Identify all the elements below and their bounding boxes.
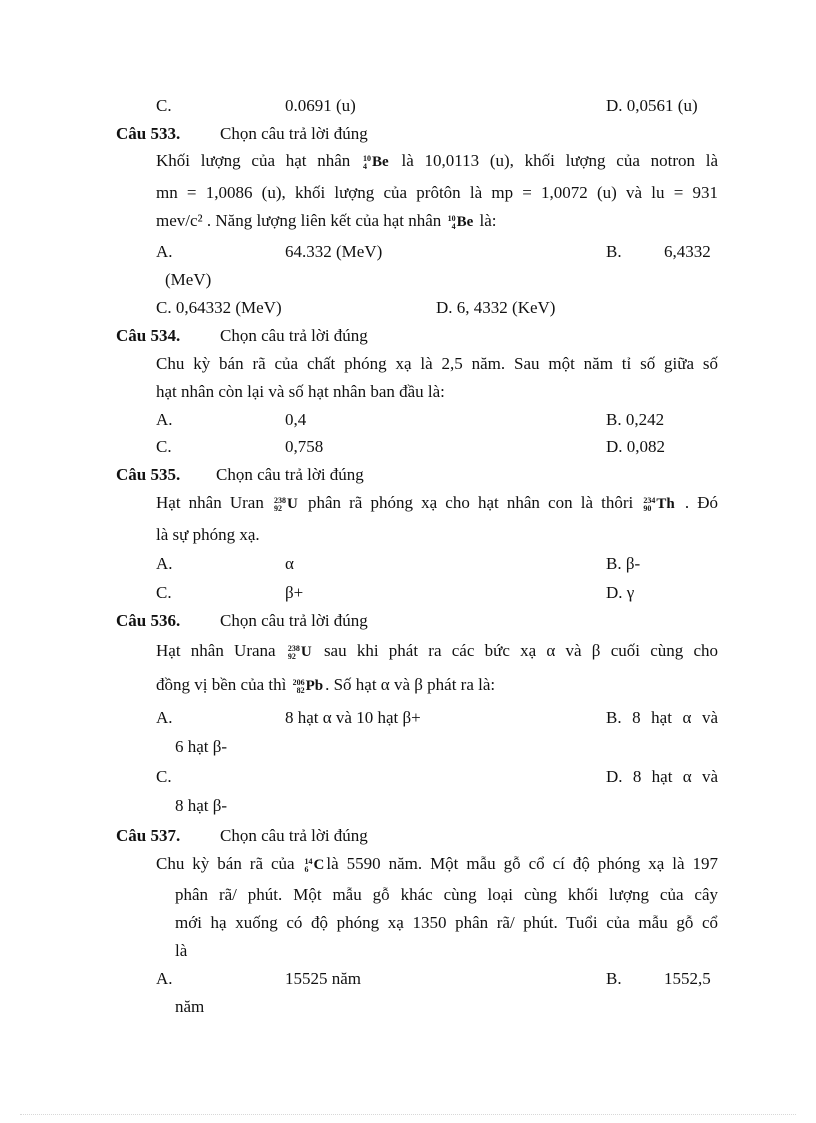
option-c-label: C. — [156, 96, 172, 115]
option-c-label: C. — [156, 767, 172, 786]
option-b-label: B. — [606, 969, 622, 988]
nuclide-c: 14 6 C — [304, 857, 325, 874]
option-d-continuation: 8 hạt β- — [175, 796, 228, 815]
option-c-label: C. — [156, 437, 172, 456]
option-a-label: A. — [156, 410, 173, 429]
option-d: D. 8 hạt α và — [606, 767, 718, 786]
option-b-value: 1552,5 — [664, 969, 711, 988]
option-a-value: 15525 năm — [285, 969, 362, 988]
option-c-value: 0,758 — [285, 437, 324, 456]
option-b-continuation: (MeV) — [165, 270, 212, 289]
question-text-line: Khối lượng của hạt nhân 10 4 Be là 10,0113 (u), khối lượng của notron là — [156, 151, 719, 171]
question-instruction: Chọn câu trả lời đúng — [220, 124, 368, 143]
question-number-537: Câu 537. — [116, 826, 181, 845]
option-a-label: A. — [156, 242, 173, 261]
option-c: C. 0,64332 (MeV) — [156, 298, 282, 317]
question-number-536: Câu 536. — [116, 611, 181, 630]
question-text-line: Chu kỳ bán rã của chất phóng xạ là 2,5 năm. Sau một năm tỉ số giữa số — [156, 354, 718, 373]
option-b-label: B. — [606, 242, 622, 261]
option-b-value: 6,4332 — [664, 242, 711, 261]
option-b: B. 8 hạt α và — [606, 708, 718, 727]
question-text-line: là sự phóng xạ. — [156, 525, 260, 544]
question-number-535: Câu 535. — [116, 465, 181, 484]
option-a-label: A. — [156, 554, 173, 573]
option-d: D. γ — [606, 583, 635, 602]
question-instruction: Chọn câu trả lời đúng — [220, 826, 368, 845]
question-number-534: Câu 534. — [116, 326, 181, 345]
question-instruction: Chọn câu trả lời đúng — [216, 465, 364, 484]
question-text-line: hạt nhân còn lại và số hạt nhân ban đầu là: — [156, 382, 445, 401]
nuclide-u: 238 92 U — [287, 644, 312, 661]
option-a-value: α — [285, 554, 294, 573]
question-text-line: Chu kỳ bán rã của 14 6 C là 5590 năm. Một mẫu gỗ cổ cí độ phóng xạ là 197 — [156, 854, 719, 874]
nuclide-pb: 206 82 Pb — [292, 678, 324, 695]
option-b-continuation: năm — [175, 997, 205, 1016]
option-d: D. 0,082 — [606, 437, 666, 456]
question-text-line: Hạt nhân Urana 238 92 U sau khi phát ra các bức xạ α và β cuối cùng cho — [156, 641, 719, 661]
question-text-line: đồng vị bền của thì 206 82 Pb . Số hạt α và β phát ra là: — [156, 675, 496, 695]
nuclide-be: 10 4 Be — [363, 154, 389, 171]
option-a-value: 0,4 — [285, 410, 307, 429]
option-a-value: 64.332 (MeV) — [285, 242, 383, 261]
option-c-label: C. — [156, 583, 172, 602]
question-text-line: phân rã/ phút. Một mẫu gỗ khác cùng loại cùng khối lượng của cây — [175, 885, 718, 904]
page-bottom-rule — [20, 1114, 796, 1115]
question-text-line: mev/c² . Năng lượng liên kết của hạt nhân 10 4 Be là: — [156, 211, 497, 231]
option-c-value: β+ — [285, 583, 304, 602]
question-text-line: mn = 1,0086 (u), khối lượng của prôtôn là mp = 1,0072 (u) và lu = 931 — [156, 183, 718, 202]
option-d: D. 0,0561 (u) — [606, 96, 698, 115]
question-number-533: Câu 533. — [116, 124, 181, 143]
option-d: D. 6, 4332 (KeV) — [436, 298, 556, 317]
question-instruction: Chọn câu trả lời đúng — [220, 611, 368, 630]
question-instruction: Chọn câu trả lời đúng — [220, 326, 368, 345]
option-a-label: A. — [156, 708, 173, 727]
option-c-value: 0.0691 (u) — [285, 96, 356, 115]
option-b-continuation: 6 hạt β- — [175, 737, 228, 756]
nuclide-u: 238 92 U — [273, 496, 298, 513]
nuclide-th: 234 90 Th — [643, 496, 675, 513]
question-text-line: Hạt nhân Uran 238 92 U phân rã phóng xạ cho hạt nhân con là thôri 234 90 Th . Đó — [156, 493, 719, 513]
option-a-label: A. — [156, 969, 173, 988]
question-text-line: là — [175, 941, 188, 960]
nuclide-be: 10 4 Be — [447, 214, 474, 231]
option-a-value: 8 hạt α và 10 hạt β+ — [285, 708, 421, 727]
option-b: B. β- — [606, 554, 641, 573]
option-b: B. 0,242 — [606, 410, 665, 429]
question-text-line: mới hạ xuống có độ phóng xạ 1350 phân rã/ phút. Tuổi của mẫu gỗ cổ — [175, 913, 718, 932]
